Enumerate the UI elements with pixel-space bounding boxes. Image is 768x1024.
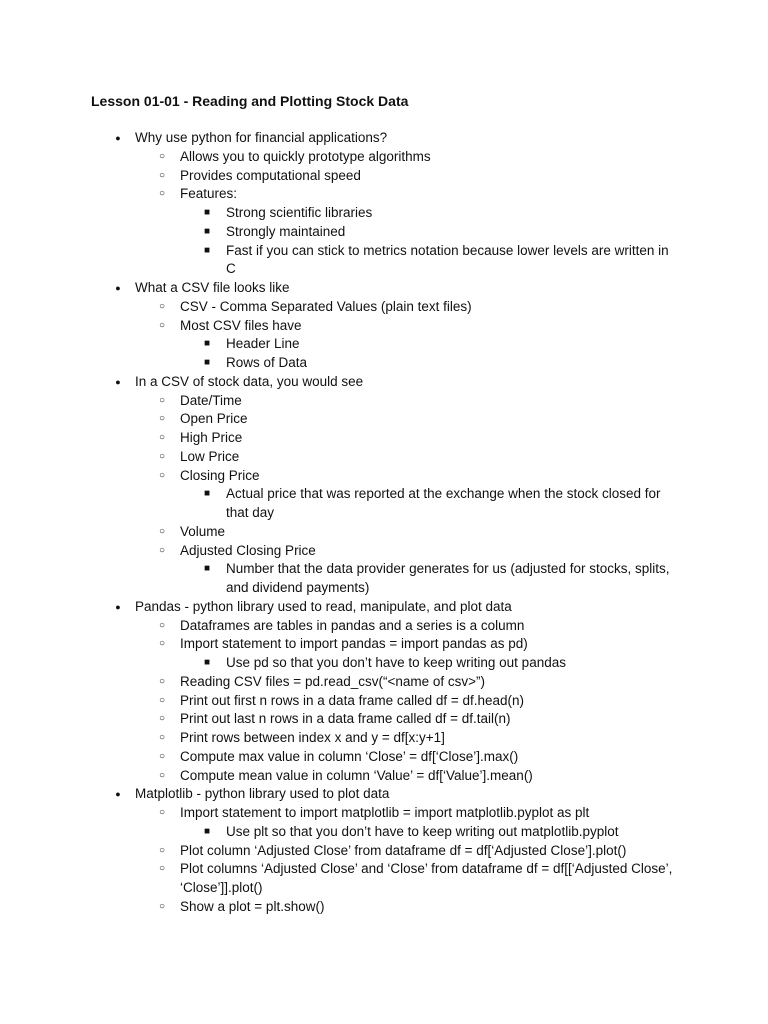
list-item-level-3: [0, 223, 768, 242]
list-item-text: CSV - Comma Separated Values (plain text files): [180, 298, 472, 314]
hollow-circle-bullet-icon: ○: [158, 732, 166, 743]
list-item-text: Low Price: [180, 448, 240, 464]
list-item-level-2: [0, 467, 768, 486]
list-item-text: Allows you to quickly prototype algorithms: [180, 148, 431, 164]
list-item-level-2: [0, 860, 768, 898]
list-item-text: Matplotlib - python library used to plot data: [135, 786, 390, 802]
filled-square-bullet-icon: ■: [203, 244, 211, 256]
filled-square-bullet-icon: ■: [203, 488, 211, 500]
list-item-text: Why use python for financial applications?: [135, 130, 388, 145]
list-item-text: Pandas - python library used to read, manipulate, and plot data: [135, 598, 512, 614]
list-item-text: Use pd so that you don’t have to keep writing out pandas: [226, 655, 566, 670]
filled-square-bullet-icon: ■: [203, 825, 211, 837]
list-item-text: Print rows between index x and y = df[x:y+1]: [180, 730, 445, 745]
list-item-level-2: [0, 392, 768, 411]
filled-square-bullet-icon: ■: [203, 207, 211, 218]
list-item-level-3: [0, 242, 768, 280]
list-item-level-2: [0, 617, 768, 636]
list-item-text: Strong scientific libraries: [226, 205, 373, 220]
list-item-level-2: [0, 842, 768, 861]
hollow-circle-bullet-icon: ○: [158, 450, 166, 462]
list-item-level-2: [0, 748, 768, 767]
hollow-circle-bullet-icon: ○: [158, 169, 166, 181]
list-item-text: Print out last n rows in a data frame called df = df.tail(n): [180, 711, 511, 727]
list-item-text: Compute mean value in column ‘Value’ = df[‘Value’].mean(): [180, 767, 533, 783]
hollow-circle-bullet-icon: ○: [158, 900, 166, 912]
hollow-circle-bullet-icon: ○: [158, 544, 166, 556]
list-item-level-2: [0, 635, 768, 654]
list-item-level-3: [0, 204, 768, 223]
hollow-circle-bullet-icon: ○: [158, 750, 166, 762]
notes-outline: [0, 129, 768, 917]
hollow-circle-bullet-icon: ○: [158, 769, 166, 781]
hollow-circle-bullet-icon: ○: [158, 319, 166, 331]
list-item-text: Import statement to import pandas = import pandas as pd): [180, 636, 528, 652]
list-item-text: Plot column ‘Adjusted Close’ from dataframe df = df[‘Adjusted Close’].plot(): [180, 842, 627, 858]
hollow-circle-bullet-icon: ○: [158, 713, 166, 725]
list-item-level-1: [0, 598, 768, 617]
list-item-text: What a CSV file looks like: [135, 280, 290, 295]
hollow-circle-bullet-icon: ○: [158, 638, 166, 650]
list-item-level-2: [0, 767, 768, 786]
list-item-text: Strongly maintained: [226, 223, 346, 239]
list-item-level-3: [0, 560, 768, 598]
list-item-level-2: [0, 298, 768, 317]
list-item-text: Features:: [180, 186, 238, 202]
list-item-level-1: [0, 279, 768, 298]
hollow-circle-bullet-icon: ○: [158, 844, 166, 856]
list-item-level-2: [0, 523, 768, 542]
hollow-circle-bullet-icon: ○: [158, 525, 166, 537]
hollow-circle-bullet-icon: ○: [158, 150, 166, 162]
list-item-level-2: [0, 898, 768, 917]
hollow-circle-bullet-icon: ○: [158, 863, 166, 875]
list-item-level-2: [0, 317, 768, 336]
list-item-text: Open Price: [180, 411, 248, 427]
list-item-level-3: [0, 354, 768, 373]
hollow-circle-bullet-icon: ○: [158, 619, 166, 631]
list-item-text: Closing Price: [180, 467, 260, 483]
filled-circle-bullet-icon: ●: [115, 133, 121, 143]
filled-circle-bullet-icon: ●: [115, 283, 121, 293]
list-item-text: In a CSV of stock data, you would see: [135, 373, 364, 389]
list-item-level-3: [0, 335, 768, 354]
list-item-text: Adjusted Closing Price: [180, 542, 316, 558]
filled-circle-bullet-icon: ●: [115, 601, 121, 612]
hollow-circle-bullet-icon: ○: [158, 300, 166, 312]
list-item-level-2: [0, 429, 768, 448]
list-item-level-2: [0, 673, 768, 692]
hollow-circle-bullet-icon: ○: [158, 432, 166, 443]
list-item-level-1: [0, 785, 768, 804]
hollow-circle-bullet-icon: ○: [158, 807, 166, 818]
list-item-level-2: [0, 804, 768, 823]
list-item-level-3: [0, 823, 768, 842]
list-item-text: Use plt so that you don’t have to keep writing out matplotlib.pyplot: [226, 823, 619, 839]
list-item-text: Dataframes are tables in pandas and a series is a column: [180, 617, 525, 633]
filled-circle-bullet-icon: ●: [115, 789, 121, 800]
hollow-circle-bullet-icon: ○: [158, 675, 166, 687]
list-item-level-2: [0, 542, 768, 561]
list-item-level-1: [0, 129, 768, 148]
list-item-level-2: [0, 692, 768, 711]
list-item-text: Header Line: [226, 336, 300, 352]
hollow-circle-bullet-icon: ○: [158, 469, 166, 481]
list-item-text: Date/Time: [180, 392, 242, 408]
list-item-text: Fast if you can stick to metrics notation because lower levels are written in C: [226, 242, 669, 277]
list-item-level-1: [0, 373, 768, 392]
list-item-text: Most CSV files have: [180, 317, 302, 333]
list-item-text: Import statement to import matplotlib = import matplotlib.pyplot as plt: [180, 805, 590, 820]
filled-square-bullet-icon: ■: [203, 338, 211, 350]
list-item-text: High Price: [180, 430, 243, 445]
list-item-text: Compute max value in column ‘Close’ = df[‘Close’].max(): [180, 748, 519, 764]
list-item-level-3: [0, 485, 768, 523]
list-item-text: Volume: [180, 523, 226, 539]
list-item-text: Provides computational speed: [180, 167, 361, 183]
hollow-circle-bullet-icon: ○: [158, 413, 166, 425]
list-item-text: Actual price that was reported at the exchange when the stock closed for that day: [226, 486, 661, 520]
list-item-level-3: [0, 654, 768, 673]
document-title: Lesson 01-01 - Reading and Plotting Stock Data: [91, 93, 409, 109]
list-item-level-2: [0, 729, 768, 748]
filled-square-bullet-icon: ■: [203, 357, 211, 368]
hollow-circle-bullet-icon: ○: [158, 694, 166, 706]
list-item-text: Show a plot = plt.show(): [180, 898, 325, 914]
list-item-level-2: [0, 710, 768, 729]
list-item-text: Rows of Data: [226, 355, 308, 370]
filled-square-bullet-icon: ■: [203, 657, 211, 668]
list-item-text: Plot columns ‘Adjusted Close’ and ‘Close’ from dataframe df = df[[‘Adjusted Close’, ‘Close’]].plot(): [180, 861, 673, 895]
list-item-level-2: [0, 410, 768, 429]
list-item-level-2: [0, 185, 768, 204]
list-item-level-2: [0, 448, 768, 467]
list-item-level-2: [0, 167, 768, 186]
filled-square-bullet-icon: ■: [203, 563, 211, 575]
list-item-level-2: [0, 148, 768, 167]
list-item-text: Print out first n rows in a data frame called df = df.head(n): [180, 692, 525, 708]
hollow-circle-bullet-icon: ○: [158, 394, 166, 406]
filled-circle-bullet-icon: ●: [115, 376, 121, 387]
hollow-circle-bullet-icon: ○: [158, 188, 166, 200]
list-item-text: Reading CSV files = pd.read_csv(“<name of csv>”): [180, 673, 486, 689]
filled-square-bullet-icon: ■: [203, 225, 211, 237]
list-item-text: Number that the data provider generates for us (adjusted for stocks, splits, and dividend payments): [226, 561, 670, 595]
